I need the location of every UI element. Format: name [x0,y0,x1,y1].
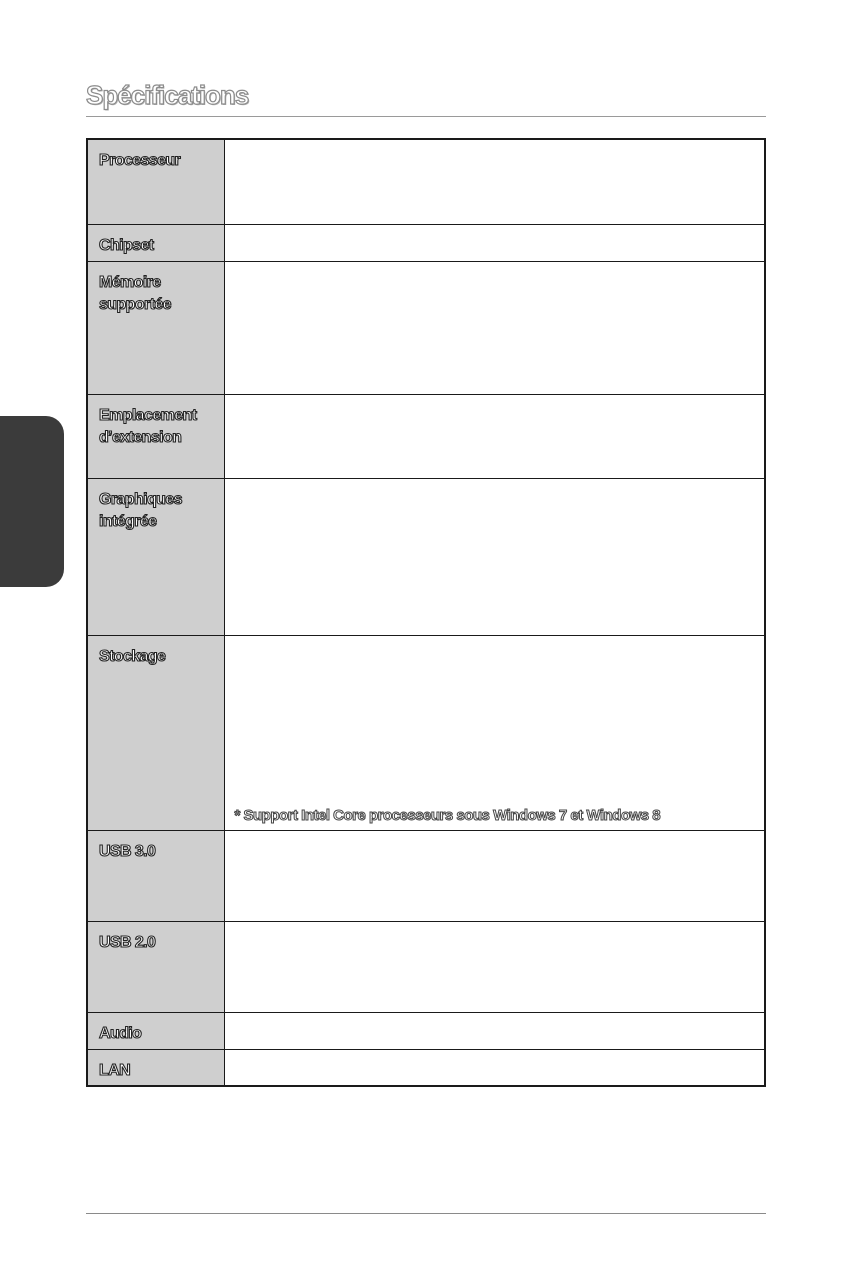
row-label-cell [87,830,224,921]
row-label-cell [87,261,224,394]
specifications-table [86,138,766,1087]
row-label: Emplacement d’extension [99,406,197,446]
page-title: Spécifications [86,80,249,110]
table-row-stockage [87,635,765,830]
row-label: Processeur [99,152,181,169]
row-value-cell [224,394,765,478]
table-row-processeur [87,139,765,224]
table-row-chipset [87,224,765,261]
storage-footnote: * Support Intel Core processeurs sous Windows 7 et Windows 8 [234,806,661,824]
row-label: Mémoire supportée [99,273,171,313]
row-label-cell [87,1049,224,1086]
row-value-cell [224,635,765,830]
row-label-cell [87,478,224,635]
table-row-lan [87,1049,765,1086]
row-label: USB 3.0 [99,842,156,860]
row-value-cell [224,1012,765,1049]
row-value-cell [224,830,765,921]
row-label: USB 2.0 [99,933,156,951]
row-label: Chipset [99,236,154,254]
row-label-cell [87,921,224,1012]
title-divider [86,116,766,117]
table-row-emplacement [87,394,765,478]
row-label: Graphiques intégrée [99,490,182,530]
row-label-cell [87,635,224,830]
row-label: Stockage [99,647,166,665]
row-label-cell [87,394,224,478]
row-value-cell [224,139,765,224]
row-label: Audio [99,1024,142,1042]
table-row-graphiques [87,478,765,635]
row-label: LAN [99,1061,131,1079]
row-value-cell [224,1049,765,1086]
row-value-cell [224,224,765,261]
row-value-cell [224,478,765,635]
footer-divider [86,1213,766,1214]
table-row-memoire [87,261,765,394]
table-row-usb3 [87,830,765,921]
row-label-cell [87,224,224,261]
row-label-cell [87,139,224,224]
table-row-audio [87,1012,765,1049]
row-value-cell [224,921,765,1012]
row-value-cell [224,261,765,394]
table-row-usb2 [87,921,765,1012]
row-label-cell [87,1012,224,1049]
chapter-side-tab [0,416,64,587]
